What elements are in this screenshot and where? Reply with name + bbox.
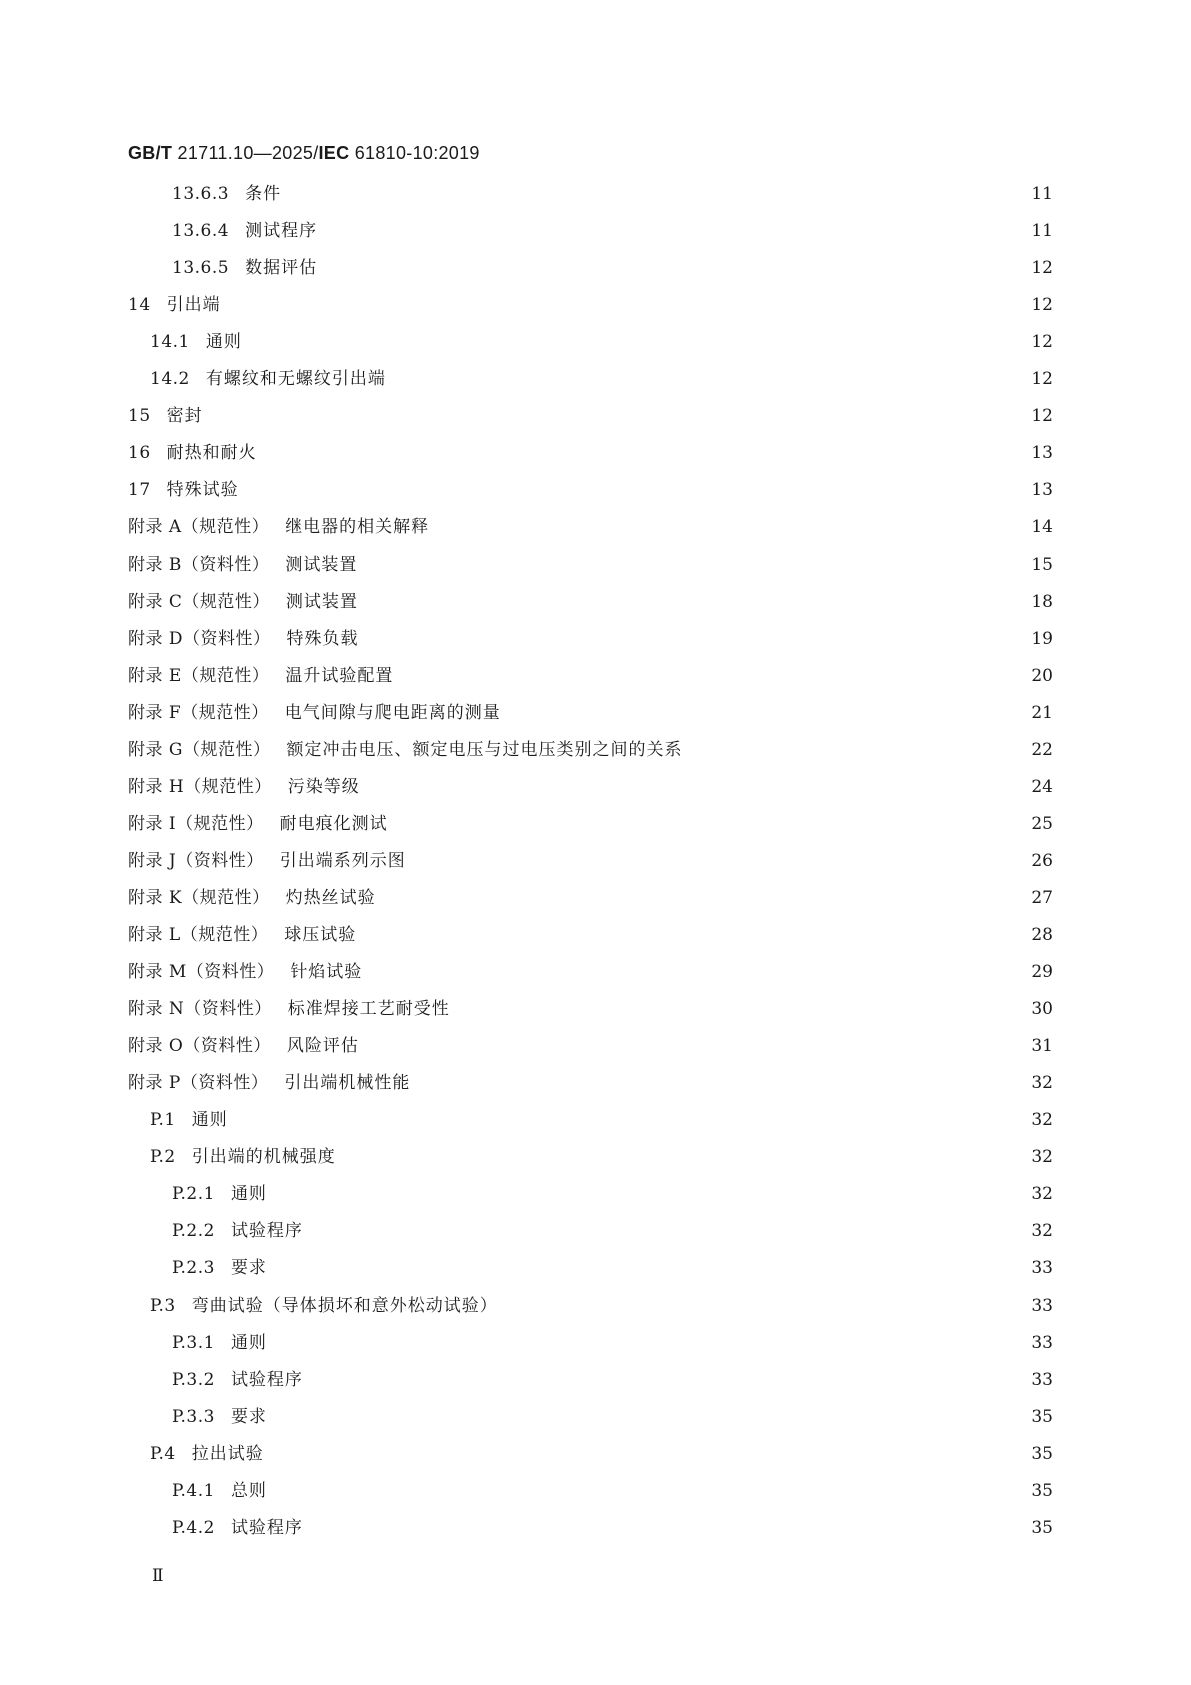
toc-entry[interactable] [0, 658, 1191, 694]
toc-entry[interactable] [0, 806, 1191, 842]
toc-entry-number: 13.6.4 [172, 221, 230, 242]
toc-entry-page: 30 [1031, 999, 1053, 1020]
toc-entry-page: 32 [1031, 1110, 1053, 1131]
toc-dot-leader [344, 1139, 1015, 1175]
toc-entry-number: P.4 [150, 1443, 176, 1464]
toc-entry-page: 24 [1031, 776, 1053, 797]
iec-code: IEC [318, 143, 350, 163]
toc-entry-number: 附录 K（规范性） [128, 887, 270, 908]
toc-entry-number: 附录 O（资料性） [128, 1036, 271, 1057]
toc-entry[interactable] [0, 1510, 1191, 1546]
toc-entry-page: 12 [1031, 295, 1053, 316]
toc-dot-leader [365, 547, 1015, 583]
toc-entry-title: 测试程序 [245, 221, 318, 242]
toc-dot-leader [311, 1362, 1015, 1398]
toc-entry-title: 要求 [230, 1258, 267, 1279]
toc-entry-page: 32 [1031, 1221, 1053, 1242]
toc-entry-number: 17 [128, 480, 151, 501]
toc-entry[interactable] [0, 769, 1191, 805]
toc-entry-title: 测试装置 [285, 554, 358, 575]
toc-dot-leader [265, 435, 1015, 471]
toc-entry-number: 附录 I（规范性） [128, 813, 264, 834]
toc-dot-leader [690, 732, 1015, 768]
toc-dot-leader [506, 1288, 1015, 1324]
toc-entry-number: 附录 A（规范性） [128, 517, 270, 538]
toc-entry-title: 测试装置 [285, 591, 358, 612]
toc-entry-page: 12 [1031, 258, 1053, 279]
toc-entry-number: 附录 F（规范性） [128, 702, 269, 723]
toc-entry-number: 附录 L（规范性） [128, 925, 269, 945]
toc-entry-title: 耐电痕化测试 [279, 813, 388, 834]
toc-dot-leader [364, 917, 1015, 953]
toc-dot-leader [311, 1510, 1015, 1546]
toc-entry-title: 弯曲试验（导体损坏和意外松动试验） [191, 1295, 498, 1316]
toc-entry-number: P.4.2 [172, 1517, 215, 1538]
toc-entry-number: 附录 N（资料性） [128, 999, 272, 1020]
toc-entry-number: 16 [128, 443, 151, 464]
toc-entry-title: 针焰试验 [290, 962, 363, 983]
toc-dot-leader [509, 695, 1015, 731]
toc-entry-title: 特殊负载 [286, 628, 359, 649]
toc-entry-number: 附录 E（规范性） [128, 665, 270, 686]
toc-entry-title: 条件 [245, 184, 282, 204]
toc-entry-title: 数据评估 [245, 258, 318, 279]
toc-entry-number: 14.1 [150, 332, 190, 353]
toc-entry-page: 35 [1031, 1443, 1053, 1464]
toc-entry-page: 15 [1031, 554, 1053, 575]
toc-entry-number: P.3.1 [172, 1332, 215, 1353]
toc-entry-number: P.2 [150, 1147, 176, 1168]
toc-entry[interactable] [0, 880, 1191, 916]
toc-entry-title: 试验程序 [230, 1369, 303, 1390]
toc-entry-title: 引出端的机械强度 [191, 1147, 336, 1168]
toc-dot-leader [247, 472, 1015, 508]
toc-entry-number: P.4.1 [172, 1480, 215, 1501]
toc-entry[interactable] [0, 176, 1191, 212]
toc-entry-page: 20 [1031, 665, 1053, 686]
toc-entry[interactable] [0, 1176, 1191, 1212]
toc-entry-page: 35 [1031, 1406, 1053, 1427]
toc-entry-page: 11 [1031, 221, 1053, 242]
toc-dot-leader [325, 250, 1015, 286]
toc-dot-leader [275, 1176, 1015, 1212]
toc-entry-number: 附录 J（资料性） [128, 850, 264, 871]
toc-entry-number: 13.6.3 [172, 184, 230, 204]
toc-entry-title: 拉出试验 [191, 1443, 264, 1464]
toc-entry-number: P.2.1 [172, 1184, 215, 1205]
toc-entry[interactable] [0, 1250, 1191, 1286]
toc-entry-title: 通则 [205, 332, 242, 353]
toc-dot-leader [272, 1436, 1015, 1472]
toc-entry-number: P.2.3 [172, 1258, 215, 1279]
toc-entry-title: 标准焊接工艺耐受性 [287, 999, 450, 1020]
toc-dot-leader [275, 1250, 1015, 1286]
toc-dot-leader [437, 509, 1015, 545]
toc-entry-page: 32 [1031, 1073, 1053, 1094]
toc-entry-number: P.1 [150, 1110, 176, 1131]
toc-entry[interactable] [0, 991, 1191, 1027]
toc-entry-number: 14 [128, 295, 151, 316]
toc-entry-title: 通则 [230, 1332, 267, 1353]
toc-entry-title: 要求 [230, 1406, 267, 1427]
toc-entry[interactable] [0, 954, 1191, 990]
toc-entry[interactable] [0, 250, 1191, 286]
toc-entry-page: 19 [1031, 628, 1053, 649]
toc-entry-page: 12 [1031, 332, 1053, 353]
toc-entry-number: P.3 [150, 1295, 176, 1316]
toc-entry-page: 18 [1031, 591, 1053, 612]
toc-entry-page: 13 [1031, 480, 1053, 501]
toc-entry-number: 15 [128, 406, 151, 427]
toc-dot-leader [275, 1325, 1015, 1361]
toc-entry-title: 耐热和耐火 [166, 443, 257, 464]
toc-dot-leader [367, 1028, 1015, 1064]
toc-entry-number: 13.6.5 [172, 258, 230, 279]
toc-entry[interactable] [0, 1139, 1191, 1175]
toc-entry-page: 33 [1031, 1258, 1053, 1279]
toc-entry-title: 引出端 [166, 295, 221, 316]
toc-entry[interactable] [0, 1399, 1191, 1435]
toc-dot-leader [401, 658, 1015, 694]
standard-number: 21711.10—2025/ [177, 143, 319, 163]
toc-entry-page: 32 [1031, 1184, 1053, 1205]
toc-entry-number: 附录 P（资料性） [128, 1073, 269, 1094]
toc-entry[interactable] [0, 917, 1191, 953]
toc-entry[interactable] [0, 1288, 1191, 1324]
toc-entry-page: 21 [1031, 702, 1053, 723]
toc-dot-leader [396, 806, 1015, 842]
toc-entry-title: 球压试验 [284, 925, 357, 945]
toc-entry-page: 33 [1031, 1332, 1053, 1353]
toc-entry[interactable] [0, 1102, 1191, 1138]
toc-entry[interactable] [0, 509, 1191, 545]
toc-entry-page: 12 [1031, 406, 1053, 427]
toc-dot-leader [236, 1102, 1015, 1138]
toc-entry-title: 额定冲击电压、额定电压与过电压类别之间的关系 [286, 739, 683, 760]
document-header [128, 143, 480, 164]
toc-entry-number: 14.2 [150, 369, 190, 390]
toc-entry-number: 附录 D（资料性） [128, 628, 271, 649]
toc-entry-number: 附录 C（规范性） [128, 591, 270, 612]
toc-entry-page: 29 [1031, 962, 1053, 983]
toc-entry-title: 引出端机械性能 [284, 1073, 411, 1094]
toc-entry-page: 31 [1031, 1036, 1053, 1057]
toc-entry-title: 总则 [230, 1480, 267, 1501]
toc-entry[interactable] [0, 1325, 1191, 1361]
toc-entry[interactable] [0, 1436, 1191, 1472]
toc-dot-leader [250, 324, 1015, 360]
toc-entry-page: 32 [1031, 1147, 1053, 1168]
toc-dot-leader [275, 1399, 1015, 1435]
toc-entry-page: 33 [1031, 1369, 1053, 1390]
toc-entry-number: 附录 M（资料性） [128, 962, 275, 983]
toc-entry[interactable] [0, 732, 1191, 768]
toc-entry[interactable] [0, 435, 1191, 471]
toc-dot-leader [275, 1473, 1015, 1509]
toc-entry-page: 12 [1031, 369, 1053, 390]
toc-entry[interactable] [0, 1213, 1191, 1249]
toc-entry-title: 风险评估 [286, 1036, 359, 1057]
toc-dot-leader [394, 361, 1015, 397]
toc-dot-leader [311, 1213, 1015, 1249]
toc-dot-leader [229, 287, 1015, 323]
toc-entry[interactable] [0, 843, 1191, 879]
standard-code: GB/T [128, 143, 173, 163]
toc-entry-number: 附录 G（规范性） [128, 739, 271, 760]
toc-dot-leader [458, 991, 1015, 1027]
toc-entry-page: 22 [1031, 739, 1053, 760]
toc-entry-title: 灼热丝试验 [285, 887, 376, 908]
toc-entry-page: 13 [1031, 443, 1053, 464]
toc-entry[interactable] [0, 472, 1191, 508]
toc-entry[interactable] [0, 547, 1191, 583]
toc-entry-title: 电气间隙与爬电距离的测量 [284, 702, 501, 723]
toc-dot-leader [418, 1065, 1015, 1101]
toc-entry-title: 试验程序 [230, 1221, 303, 1242]
toc-entry-page: 14 [1031, 517, 1053, 538]
toc-entry[interactable] [0, 1028, 1191, 1064]
toc-entry-title: 通则 [230, 1184, 267, 1205]
toc-entry-title: 继电器的相关解释 [285, 517, 430, 538]
toc-entry-title: 特殊试验 [166, 480, 239, 501]
toc-entry-number: 附录 H（规范性） [128, 776, 272, 797]
toc-entry-title: 引出端系列示图 [279, 850, 406, 871]
toc-entry-page: 26 [1031, 850, 1053, 871]
toc-entry[interactable] [0, 361, 1191, 397]
toc-entry-title: 试验程序 [230, 1517, 303, 1538]
footer-page-number: Ⅱ [152, 1566, 164, 1586]
toc-entry[interactable] [0, 287, 1191, 323]
toc-entry-title: 有螺纹和无螺纹引出端 [205, 369, 386, 390]
toc-entry-number: P.3.3 [172, 1406, 215, 1427]
toc-entry[interactable] [0, 584, 1191, 620]
toc-entry[interactable] [0, 324, 1191, 360]
toc-entry-title: 通则 [191, 1110, 228, 1131]
toc-dot-leader [370, 954, 1015, 990]
toc-entry[interactable] [0, 621, 1191, 657]
toc-entry-page: 11 [1031, 184, 1053, 204]
toc-entry-number: 附录 B（资料性） [128, 554, 270, 575]
toc-entry-page: 33 [1031, 1295, 1053, 1316]
iec-number: 61810-10:2019 [354, 143, 480, 163]
toc-entry[interactable] [0, 398, 1191, 434]
toc-dot-leader [368, 769, 1015, 805]
toc-entry-number: P.3.2 [172, 1369, 215, 1390]
toc-dot-leader [325, 213, 1015, 249]
toc-entry[interactable] [0, 1473, 1191, 1509]
toc-dot-leader [384, 880, 1015, 916]
toc-entry[interactable] [0, 1362, 1191, 1398]
toc-dot-leader [414, 843, 1015, 879]
toc-entry-title: 密封 [166, 406, 203, 427]
toc-entry-page: 28 [1031, 925, 1053, 945]
toc-entry-page: 25 [1031, 813, 1053, 834]
toc-entry[interactable] [0, 1065, 1191, 1101]
toc-dot-leader [367, 621, 1015, 657]
toc-entry[interactable] [0, 695, 1191, 731]
toc-dot-leader [289, 176, 1015, 212]
toc-entry[interactable] [0, 213, 1191, 249]
toc-entry-page: 35 [1031, 1480, 1053, 1501]
toc-entry-title: 温升试验配置 [285, 665, 394, 686]
toc-entry-title: 污染等级 [287, 776, 360, 797]
toc-dot-leader [211, 398, 1015, 434]
toc-entry-page: 35 [1031, 1517, 1053, 1538]
toc-dot-leader [366, 584, 1015, 620]
toc-entry-page: 27 [1031, 887, 1053, 908]
toc-entry-number: P.2.2 [172, 1221, 215, 1242]
